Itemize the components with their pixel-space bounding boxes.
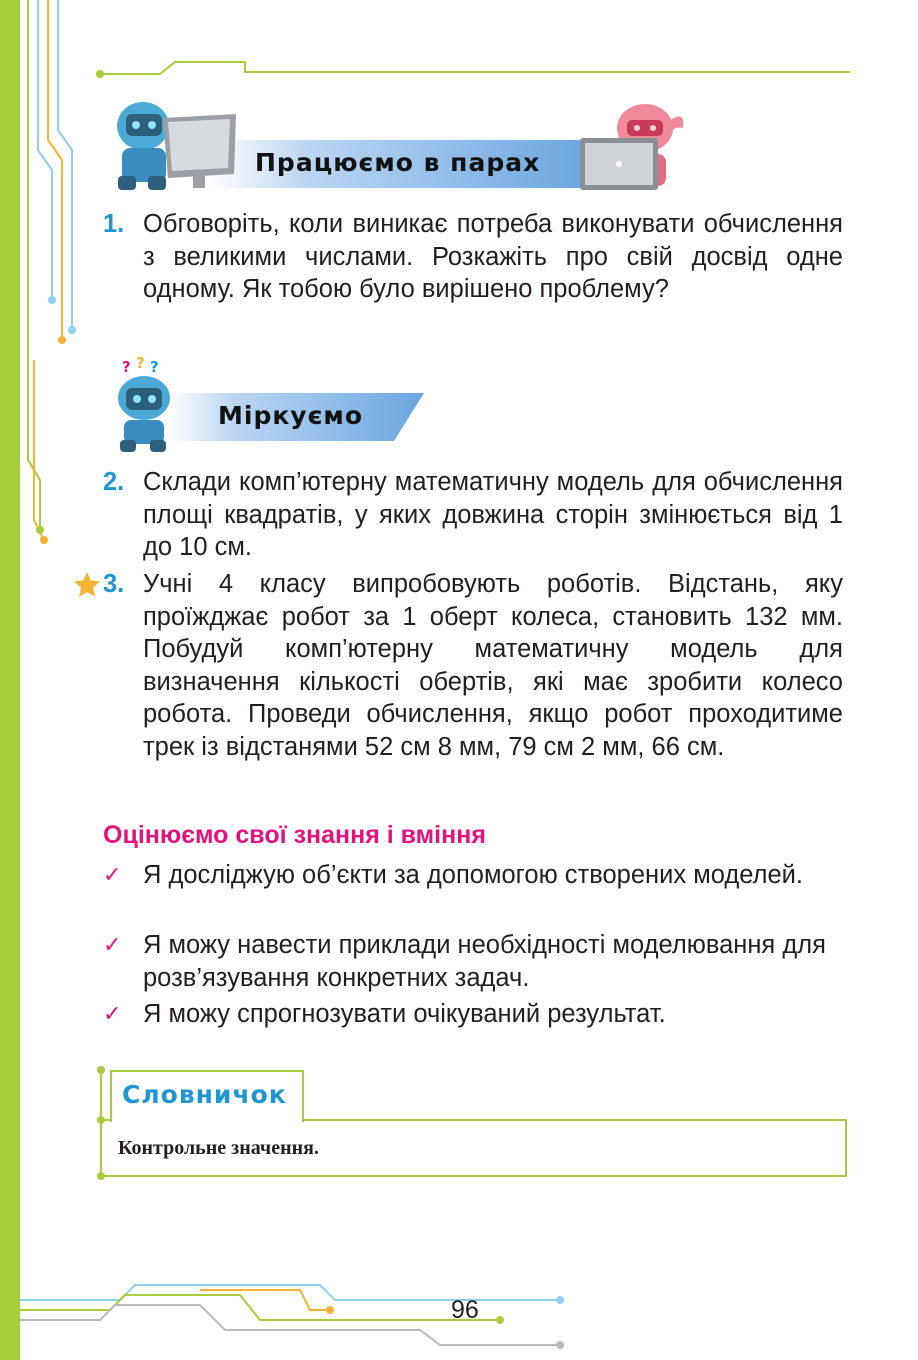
check-icon: ✓ — [103, 932, 122, 957]
star-icon — [73, 571, 101, 599]
assessment-title: Оцінюємо свої знання і вміння — [103, 821, 486, 849]
assessment-item — [103, 929, 843, 994]
think-banner — [168, 393, 424, 441]
svg-text:?: ? — [136, 356, 145, 372]
task-text: Учні 4 класу випробовують роботів. Відстань, яку проїжджає робот за 1 оберт колеса, становить 132 мм. Побудуй комп’ютерну математичну модель для визначення кількості обертів, які має зробити колесо робота. Проведи обчислення, якщо робот проходитиме трек із відстанями 52 см 8 мм, 79 см 2 мм, 66 см. — [143, 570, 843, 761]
assessment-item — [103, 998, 843, 1031]
page-number: 96 — [451, 1296, 479, 1324]
svg-text:?: ? — [150, 358, 159, 376]
assessment-item — [103, 859, 843, 892]
task-1 — [103, 208, 843, 306]
glossary-term: Контрольне значення. — [118, 1137, 319, 1159]
task-2 — [103, 466, 843, 564]
assessment-item-text: Я досліджую об’єкти за допомогою створених моделей. — [143, 861, 803, 889]
glossary-title: Словничок — [122, 1080, 287, 1109]
think-banner-title: Міркуємо — [218, 401, 364, 430]
task-3 — [103, 568, 843, 763]
task-number: 3. — [103, 570, 125, 598]
svg-text:?: ? — [122, 358, 131, 376]
check-icon: ✓ — [103, 862, 122, 887]
blue-robot-computer-icon — [108, 96, 238, 196]
task-text: Обговоріть, коли виникає потреба виконувати обчислення з великими числами. Розкажіть про свій досвід одне одному. Як тобою було вирішено проблему? — [143, 210, 843, 303]
pink-robot-laptop-icon — [575, 98, 685, 194]
assessment-item-text: Я можу навести приклади необхідності моделювання для розв’язування конкретних задач. — [143, 931, 826, 992]
task-number: 2. — [103, 468, 125, 496]
thinking-robot-icon — [110, 356, 180, 454]
glossary-connector-dots — [96, 1064, 108, 1184]
task-text: Склади комп’ютерну математичну модель для обчислення площі квадратів, у яких довжина сторін змінюється від 1 до 10 см. — [143, 468, 843, 561]
pairs-banner — [210, 140, 590, 188]
task-number: 1. — [103, 210, 125, 238]
pairs-banner-title: Працюємо в парах — [255, 148, 541, 177]
assessment-item-text: Я можу спрогнозувати очікуваний результат. — [143, 1000, 666, 1028]
check-icon: ✓ — [103, 1001, 122, 1026]
